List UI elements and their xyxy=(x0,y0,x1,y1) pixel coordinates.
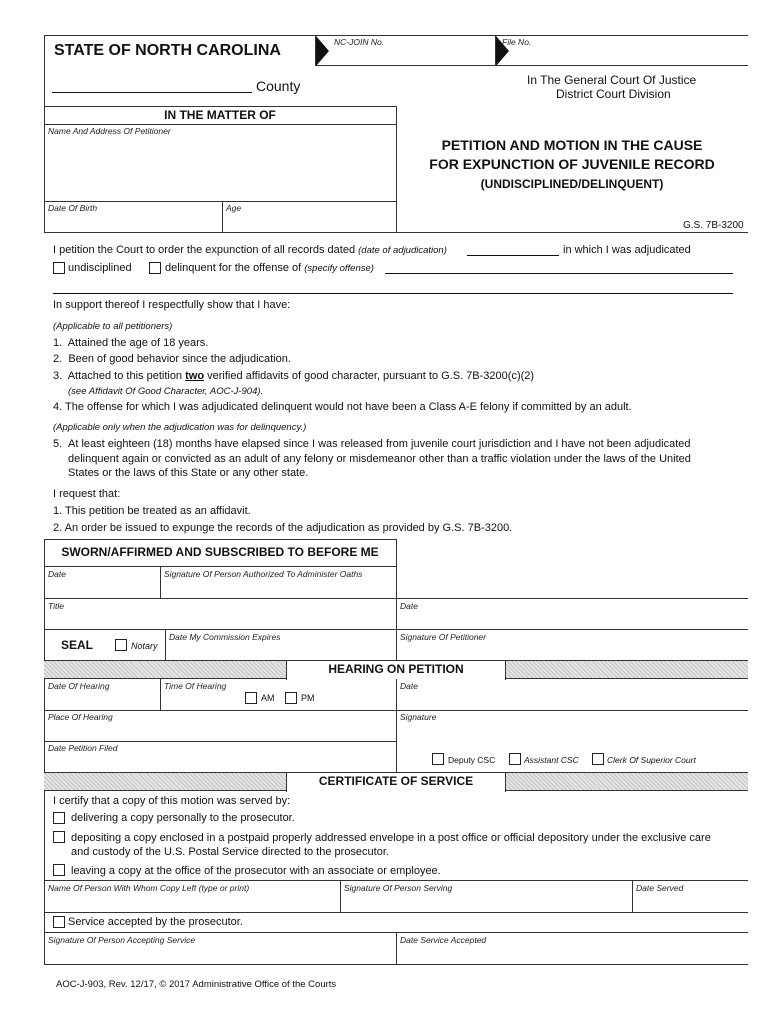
county-field[interactable] xyxy=(52,92,252,93)
petition-text-a: I petition the Court to order the expunction of all records dated xyxy=(53,244,356,256)
sworn-date-label: Date xyxy=(48,569,66,579)
seal-label: SEAL xyxy=(61,638,94,652)
assistant-csc-checkbox[interactable] xyxy=(509,753,521,765)
support-item-5-num: 5. xyxy=(53,438,63,450)
petitioner-signature-label: Signature Of Petitioner xyxy=(400,632,486,642)
personal-delivery-checkbox[interactable] xyxy=(53,812,65,824)
dob-label: Date Of Birth xyxy=(48,203,98,213)
assistant-csc-label: Assistant CSC xyxy=(524,755,579,765)
undisciplined-label: undisciplined xyxy=(68,262,132,274)
delinquency-note: (Applicable only when the adjudication was for delinquency.) xyxy=(53,422,307,433)
adjudication-hint: (date of adjudication) xyxy=(358,245,447,256)
notary-label: Notary xyxy=(131,641,158,651)
hearing-date-label: Date Of Hearing xyxy=(48,681,110,691)
commission-label: Date My Commission Expires xyxy=(169,632,281,642)
undisciplined-checkbox[interactable] xyxy=(53,262,65,274)
mail-checkbox[interactable] xyxy=(53,831,65,843)
state-title: STATE OF NORTH CAROLINA xyxy=(54,42,281,59)
form-title-1: PETITION AND MOTION IN THE CAUSE xyxy=(441,137,703,153)
form-title-3: (UNDISCIPLINED/DELINQUENT) xyxy=(480,177,664,191)
delinquent-checkbox[interactable] xyxy=(149,262,161,274)
affidavit-note: (see Affidavit Of Good Character, AOC-J-904). xyxy=(68,386,264,397)
personal-delivery-label: delivering a copy personally to the prosecutor. xyxy=(71,812,295,824)
clerk-label: Clerk Of Superior Court xyxy=(607,755,696,765)
ncjoin-label: NC-JOIN No. xyxy=(334,37,385,47)
copy-left-name-label: Name Of Person With Whom Copy Left (type or print) xyxy=(48,883,250,893)
support-item-3: 3. Attached to this petition two verified affidavits of good character, pursuant to G.S. 7B-3200(c)(2) xyxy=(53,370,535,382)
service-heading: CERTIFICATE OF SERVICE xyxy=(286,773,506,792)
office-checkbox[interactable] xyxy=(53,864,65,876)
hearing-signature-label: Signature xyxy=(400,712,437,722)
age-label: Age xyxy=(226,203,242,213)
hearing-right-date-label: Date xyxy=(400,681,418,691)
deputy-csc-checkbox[interactable] xyxy=(432,753,444,765)
oath-signature-label: Signature Of Person Authorized To Administer Oaths xyxy=(164,569,363,579)
sworn-heading: SWORN/AFFIRMED AND SUBSCRIBED TO BEFORE ME xyxy=(61,545,379,559)
adjudication-date-field[interactable] xyxy=(467,255,559,256)
place-label: Place Of Hearing xyxy=(48,712,113,722)
all-petitioners-note: (Applicable to all petitioners) xyxy=(53,321,173,332)
pm-checkbox[interactable] xyxy=(285,692,297,704)
fileno-label: File No. xyxy=(502,37,532,47)
offense-field-2[interactable] xyxy=(53,293,733,294)
delinquent-label: delinquent for the offense of xyxy=(165,262,302,274)
hearing-heading: HEARING ON PETITION xyxy=(286,661,506,680)
clerk-checkbox[interactable] xyxy=(592,753,604,765)
request-item: 1. This petition be treated as an affidavit. xyxy=(53,505,251,517)
ncjoin-arrow-icon xyxy=(316,36,329,66)
request-item: 2. An order be issued to expunge the records of the adjudication as provided by G.S. 7B-3200. xyxy=(53,522,513,534)
service-accepted-checkbox[interactable] xyxy=(53,916,65,928)
service-accepted-label: Service accepted by the prosecutor. xyxy=(68,916,243,928)
support-intro: In support thereof I respectfully show that I have: xyxy=(53,299,291,311)
court-line-2: District Court Division xyxy=(556,87,671,101)
am-checkbox[interactable] xyxy=(245,692,257,704)
support-item: 2. Been of good behavior since the adjudication. xyxy=(53,353,291,365)
mail-label-2: and custody of the U.S. Postal Service directed to the prosecutor. xyxy=(71,846,389,858)
petition-date-label: Date xyxy=(400,601,418,611)
accepted-date-label: Date Service Accepted xyxy=(400,935,487,945)
court-line-1: In The General Court Of Justice xyxy=(527,73,697,87)
title-label: Title xyxy=(48,601,64,611)
notary-checkbox[interactable] xyxy=(115,639,127,651)
deputy-csc-label: Deputy CSC xyxy=(448,755,496,765)
matter-heading: IN THE MATTER OF xyxy=(164,108,276,122)
statute-ref: G.S. 7B-3200 xyxy=(683,220,744,231)
offense-field[interactable] xyxy=(385,273,733,274)
pm-label: PM xyxy=(301,693,315,703)
support-item-5-line-1: At least eighteen (18) months have elapsed since I was released from juvenile court jurisdiction and I have not been adjudicated xyxy=(68,438,691,450)
form-title-2: FOR EXPUNCTION OF JUVENILE RECORD xyxy=(429,156,715,172)
accepting-signature-label: Signature Of Person Accepting Service xyxy=(48,935,196,945)
support-item-5-line-3: States or the laws of this State or any other state. xyxy=(68,467,309,479)
offense-hint: (specify offense) xyxy=(304,263,374,274)
form-footer: AOC-J-903, Rev. 12/17, © 2017 Administrative Office of the Courts xyxy=(56,979,337,990)
county-label: County xyxy=(256,78,301,94)
mail-label-1: depositing a copy enclosed in a postpaid properly addressed envelope in a post office or official depository under the exclusive care xyxy=(71,832,711,844)
serving-signature-label: Signature Of Person Serving xyxy=(344,883,453,893)
support-item-5-line-2: delinquent again or convicted as an adult of any felony or misdemeanor other than a traffic violation under the laws of the United xyxy=(68,453,691,465)
office-label: leaving a copy at the office of the prosecutor with an associate or employee. xyxy=(71,865,441,877)
filed-label: Date Petition Filed xyxy=(48,743,118,753)
hearing-time-label: Time Of Hearing xyxy=(164,681,227,691)
am-label: AM xyxy=(261,693,275,703)
date-served-label: Date Served xyxy=(636,883,684,893)
request-intro: I request that: xyxy=(53,488,121,500)
petitioner-label: Name And Address Of Petitioner xyxy=(48,126,171,136)
service-intro: I certify that a copy of this motion was served by: xyxy=(53,795,291,807)
support-item: 1. Attained the age of 18 years. xyxy=(53,337,209,349)
support-item-4: 4. The offense for which I was adjudicated delinquent would not have been a Class A-E felony if committed by an adult. xyxy=(53,401,632,413)
petition-text-b: in which I was adjudicated xyxy=(563,244,691,256)
